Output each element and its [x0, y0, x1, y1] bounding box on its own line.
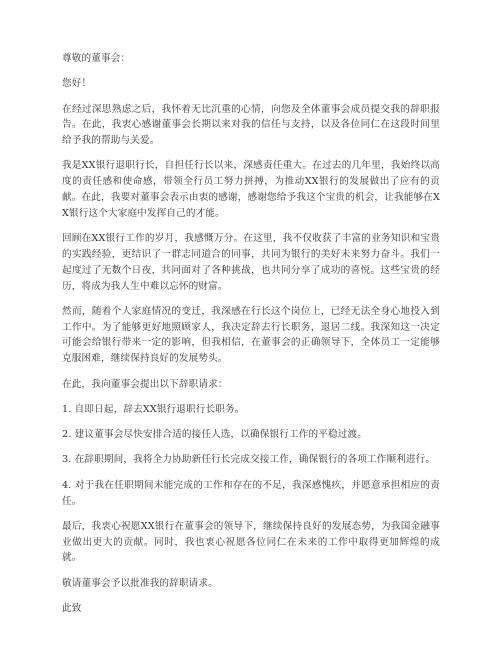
- closing: 此致: [62, 603, 82, 615]
- paragraph-approval: 敬请董事会予以批准我的辞职请求。: [62, 577, 218, 589]
- request-item-3: 3. 在辞职期间，我将全力协助新任行长完成交接工作，确保银行的各项工作顺利进行。: [62, 454, 436, 466]
- greeting: 您好！: [62, 78, 92, 90]
- paragraph-wishes: 最后，我衷心祝愿XX银行在董事会的领导下，继续保持良好的发展态势，为我国金融事业做出更大的贡献。同时，我也衷心祝愿各位同仁在未来的工作中取得更加辉煌的成就。: [62, 520, 440, 564]
- paragraph-reason: 然而，随着个人家庭情况的变迁，我深感在行长这个岗位上，已经无法全身心地投入到工作中。为了能够更好地照顾家人，我决定辞去行长职务，退居二线。我深知这一决定可能会给银行带来一定的影响，但我相信，在董事会的正确领导下，全体员工一定能够克服困难，继续保持良好的发展势头。: [62, 305, 440, 365]
- request-item-4: 4. 对于我在任职期间未能完成的工作和存在的不足，我深感愧疚，并愿意承担相应的责任。: [62, 479, 440, 507]
- letter-body: [62, 51, 440, 626]
- paragraph-background: 我是XX银行退职行长，自担任行长以来，深感责任重大。在过去的几年里，我始终以高度的责任感和使命感，带领全行员工努力拼搏，为推动XX银行的发展做出了应有的贡献。在此，我要对董事会表示由衷的感谢，感谢您给予我这个宝贵的机会，让我能够在XX银行这个大家庭中发挥自己的才能。: [62, 160, 440, 219]
- request-item-2: 2. 建议董事会尽快安排合适的接任人选，以确保银行工作的平稳过渡。: [62, 429, 367, 441]
- request-item-1: 1. 自即日起，辞去XX银行退职行长职务。: [62, 403, 245, 415]
- salutation: 尊敬的董事会：: [62, 53, 131, 64]
- paragraph-request-intro: 在此，我向董事会提出以下辞职请求：: [62, 378, 228, 390]
- paragraph-intro: 在经过深思熟虑之后，我怀着无比沉重的心情，向您及全体董事会成员提交我的辞职报告。在此，我衷心感谢董事会长期以来对我的信任与支持，以及各位同仁在这段时间里给予我的帮助与关爱。: [62, 103, 440, 147]
- paragraph-reflection: 回顾在XX银行工作的岁月，我感慨万分。在这里，我不仅收获了丰富的业务知识和宝贵的实践经验，更结识了一群志同道合的同事，共同为银行的美好未来努力奋斗。我们一起度过了无数个日夜，共同面对了各种挑战，也共同分享了成功的喜悦。这些宝贵的经历，将成为我人生中难以忘怀的财富。: [62, 233, 440, 292]
